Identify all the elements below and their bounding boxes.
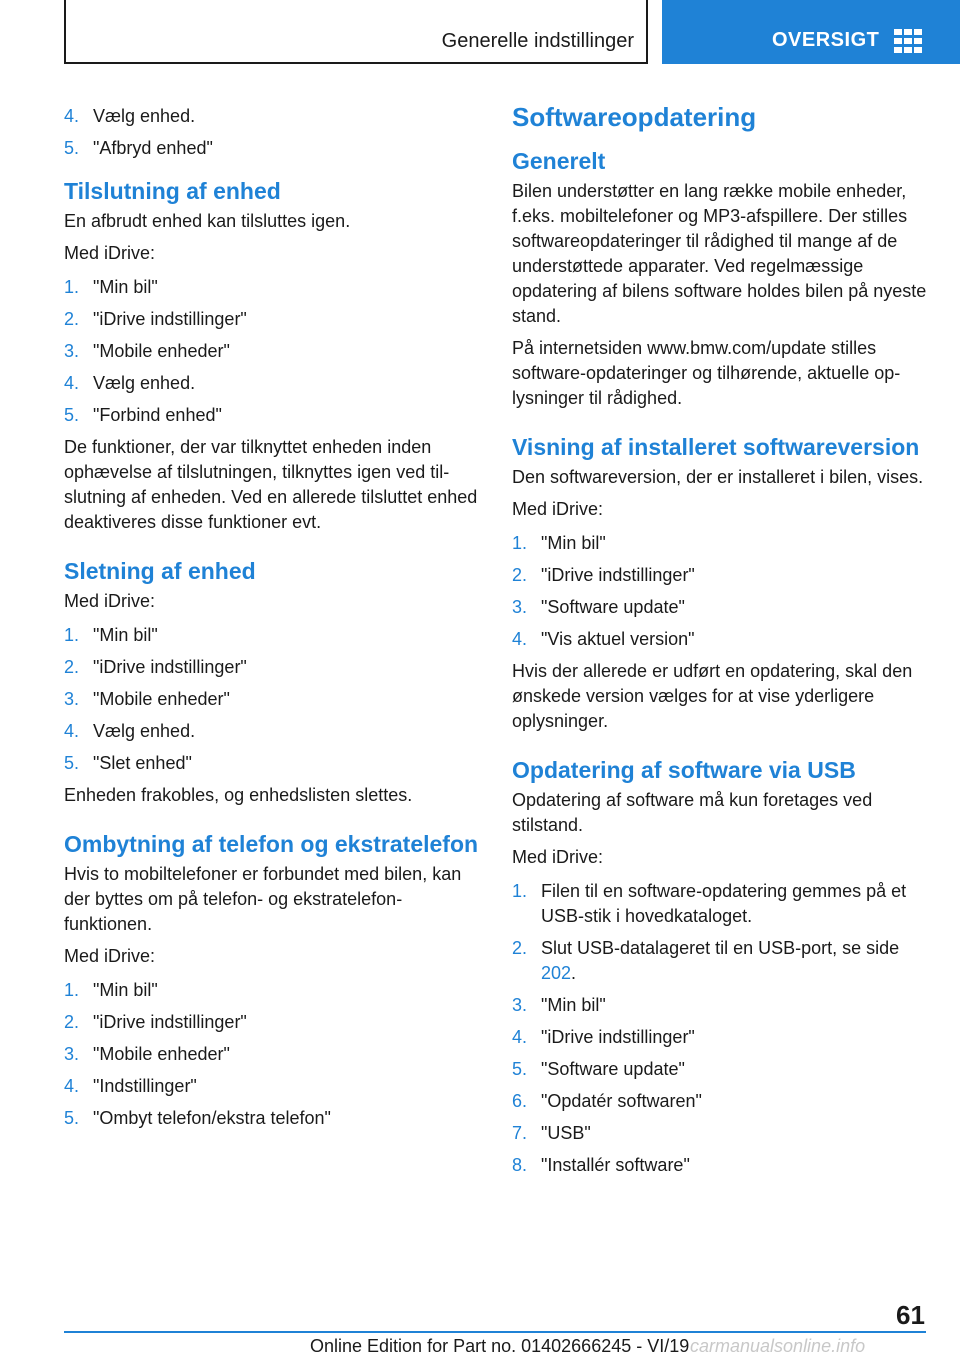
footer-divider bbox=[64, 1331, 926, 1333]
paragraph: Hvis to mobiltelefoner er forbundet med bilen, kan der byttes om på telefon- og ekstratelefonfunktionen. bbox=[64, 864, 462, 934]
usb-steps bbox=[512, 879, 927, 1178]
page-title: Softwareopdatering bbox=[512, 102, 757, 132]
connect-steps bbox=[64, 275, 479, 428]
intro-steps bbox=[64, 104, 479, 161]
paragraph: Opdatering af software må kun foretages ved stilstand. bbox=[512, 790, 873, 835]
list-item: 5. "Ombyt telefon/ekstra telefon" bbox=[64, 1108, 331, 1128]
heading-swap-phones: Ombytning af telefon og ekstratelefon bbox=[64, 831, 479, 857]
list-item: 3. "Mobile enheder" bbox=[64, 341, 230, 361]
list-item: 4. "iDrive indstillinger" bbox=[512, 1027, 695, 1047]
list-item: 3. "Mobile enheder" bbox=[64, 689, 230, 709]
list-item: 6. "Opdatér softwaren" bbox=[512, 1091, 702, 1111]
heading-delete-device: Sletning af enhed bbox=[64, 558, 256, 584]
list-item: 3. "Software update" bbox=[512, 597, 685, 617]
paragraph: Den softwareversion, der er installeret i bilen, vises. bbox=[512, 467, 924, 487]
header-frame bbox=[64, 0, 648, 64]
paragraph: Hvis der allerede er udført en opdatering, skal den ønskede version vælges for at vise yderligere oplysninger. bbox=[512, 661, 913, 731]
list-item: 3. "Min bil" bbox=[512, 995, 606, 1015]
swap-steps bbox=[64, 978, 479, 1131]
paragraph: Med iDrive: bbox=[64, 243, 156, 263]
list-item: 2. "iDrive indstillinger" bbox=[64, 309, 247, 329]
list-item: 4. Vælg enhed. bbox=[64, 106, 196, 126]
delete-steps bbox=[64, 623, 479, 776]
list-item: 1. "Min bil" bbox=[64, 277, 158, 297]
list-item: 4. Vælg enhed. bbox=[64, 373, 196, 393]
right-column bbox=[512, 100, 927, 1185]
list-item: 1. Filen til en software-opdatering gemmes på et USB-stik i hovedkataloget. bbox=[512, 881, 907, 926]
version-steps bbox=[512, 531, 927, 652]
left-column bbox=[64, 100, 479, 1138]
paragraph: Enheden frakobles, og enhedslisten slettes. bbox=[64, 785, 413, 805]
page-number: 61 bbox=[896, 1300, 925, 1330]
list-item: 2. Slut USB-datalageret til en USB-port, se side 202. bbox=[512, 938, 900, 983]
paragraph: Med iDrive: bbox=[64, 591, 156, 611]
overview-button[interactable] bbox=[662, 0, 960, 64]
paragraph: Med iDrive: bbox=[64, 946, 156, 966]
list-item: 5. "Slet enhed" bbox=[64, 753, 192, 773]
list-item: 4. "Vis aktuel version" bbox=[512, 629, 695, 649]
list-item: 4. "Indstillinger" bbox=[64, 1076, 197, 1096]
paragraph: På internetsiden www.bmw.com/update stilles software-opdateringer og tilhørende, aktuelle oplysninger til rådighed. bbox=[512, 338, 901, 408]
paragraph: Med iDrive: bbox=[512, 847, 604, 867]
list-item: 1. "Min bil" bbox=[64, 980, 158, 1000]
paragraph: De funktioner, der var tilknyttet enheden inden ophævelse af tilslutningen, tilknyttes igen ved tilslutning af enheden. Ved en allerede tilsluttet enhed deaktiveres disse funktioner evt. bbox=[64, 437, 478, 532]
section-title: Generelle indstillinger bbox=[441, 30, 634, 52]
list-item: 5. "Afbryd enhed" bbox=[64, 138, 213, 158]
list-item: 2. "iDrive indstillinger" bbox=[64, 1012, 247, 1032]
list-item: 2. "iDrive indstillinger" bbox=[64, 657, 247, 677]
paragraph: En afbrudt enhed kan tilsluttes igen. bbox=[64, 211, 351, 231]
grid-menu-icon bbox=[894, 29, 922, 53]
list-item: 4. Vælg enhed. bbox=[64, 721, 196, 741]
heading-usb-update: Opdatering af software via USB bbox=[512, 757, 856, 783]
edition-text: Online Edition for Part no. 01402666245 - VI/19 bbox=[310, 1336, 690, 1356]
list-item: 1. "Min bil" bbox=[64, 625, 158, 645]
list-item: 8. "Installér software" bbox=[512, 1155, 690, 1175]
list-item: 1. "Min bil" bbox=[512, 533, 606, 553]
page-link-202[interactable]: 202 bbox=[541, 963, 572, 983]
overview-label: OVERSIGT bbox=[772, 29, 880, 51]
paragraph: Bilen understøtter en lang række mobile enheder, f.eks. mobiltelefoner og MP3-afspillere. Der stilles softwareopdateringer til rådighed til mange af de understøttede apparater. Ved regelmæssige opdatering af bilens software holdes bilen på nyeste stand. bbox=[512, 181, 927, 326]
list-item: 7. "USB" bbox=[512, 1123, 591, 1143]
heading-general: Generelt bbox=[512, 148, 606, 174]
list-item: 2. "iDrive indstillinger" bbox=[512, 565, 695, 585]
list-item: 3. "Mobile enheder" bbox=[64, 1044, 230, 1064]
paragraph: Med iDrive: bbox=[512, 499, 604, 519]
heading-show-version: Visning af installeret softwareversion bbox=[512, 434, 920, 460]
list-item: 5. "Software update" bbox=[512, 1059, 685, 1079]
list-item: 5. "Forbind enhed" bbox=[64, 405, 222, 425]
heading-connect-device: Tilslutning af enhed bbox=[64, 178, 281, 204]
watermark: carmanualsonline.info bbox=[690, 1336, 866, 1356]
